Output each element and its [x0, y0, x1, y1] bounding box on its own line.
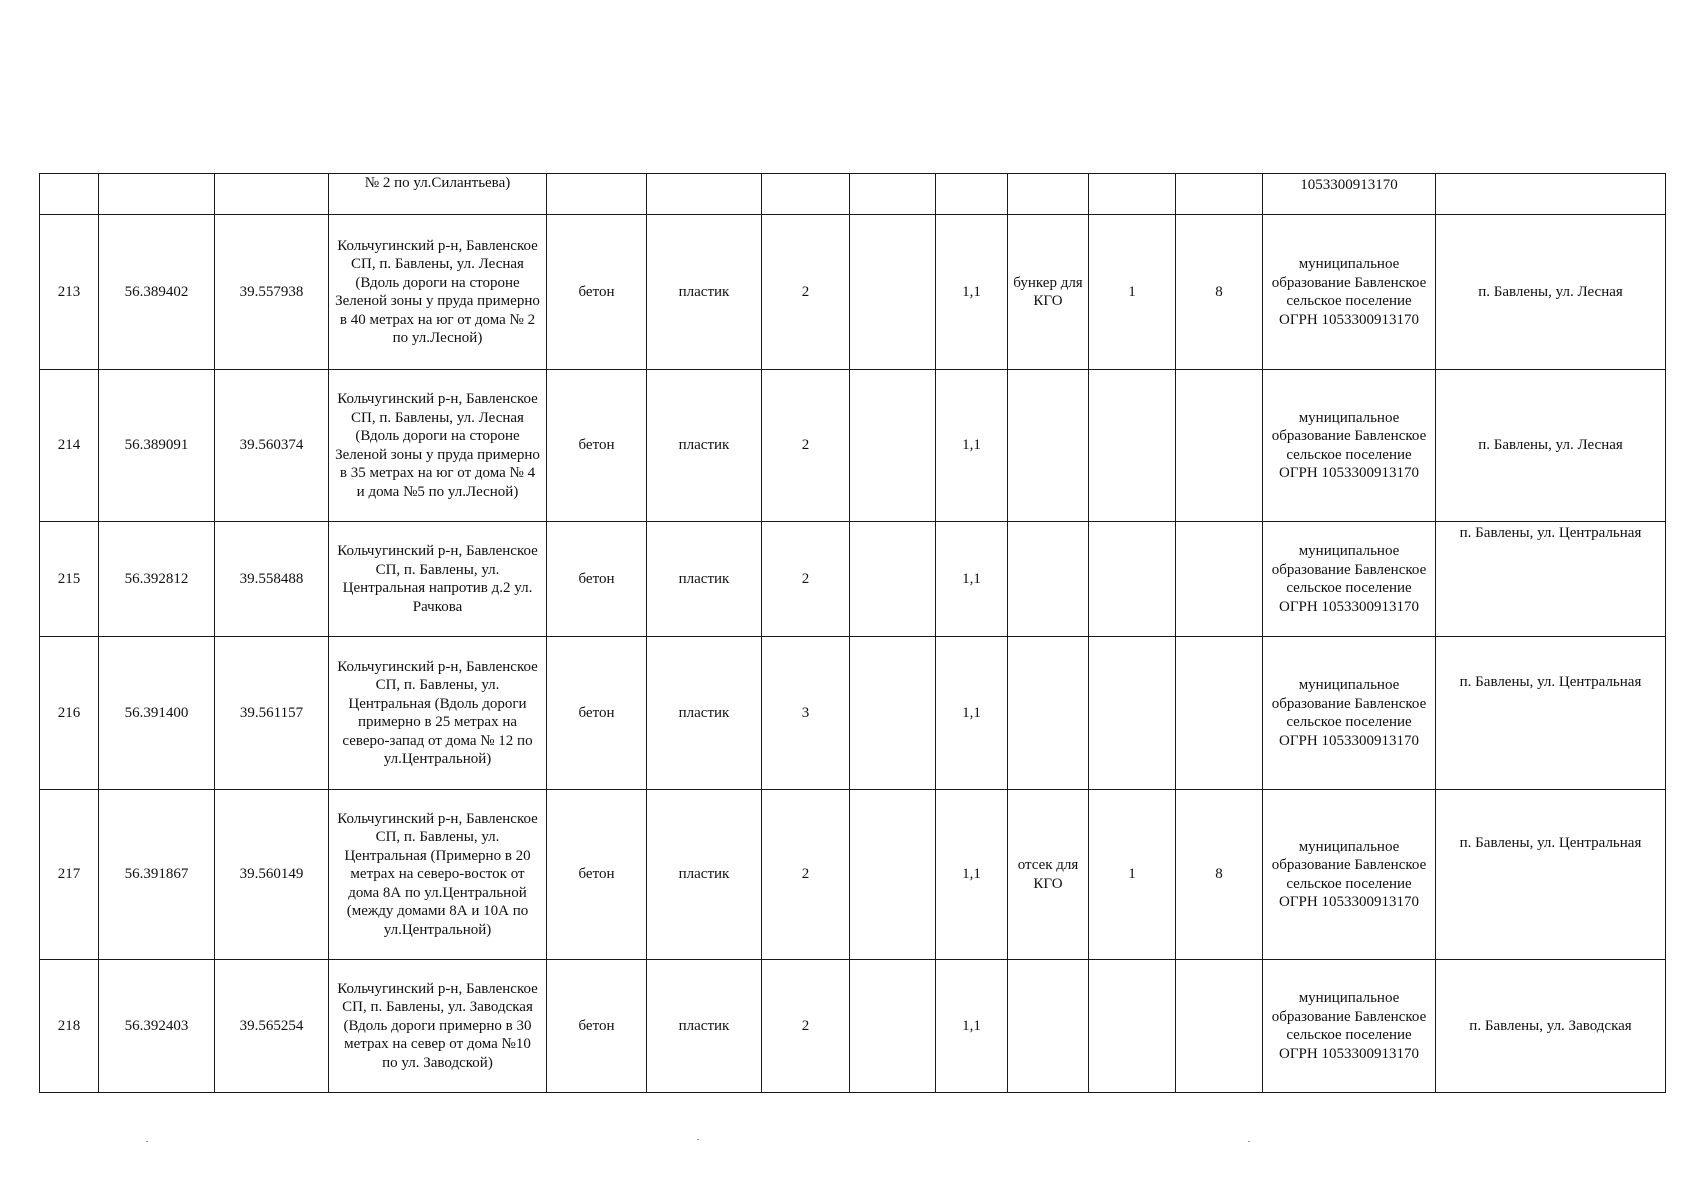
cell-base: бетон [547, 215, 647, 370]
cell-source: п. Бавлены, ул. Заводская [1436, 960, 1666, 1093]
table-row [40, 370, 1666, 522]
cell-address: № 2 по ул.Силантьева) [329, 174, 547, 215]
cell-lat: 56.391400 [99, 637, 215, 790]
cell-base: бетон [547, 370, 647, 522]
cell-kgo-volume: 8 [1176, 790, 1263, 960]
cell-col8 [850, 637, 936, 790]
cell-col8 [850, 370, 936, 522]
cell-count: 2 [762, 215, 850, 370]
cell-source: п. Бавлены, ул. Центральная [1436, 790, 1666, 960]
cell-source: п. Бавлены, ул. Лесная [1436, 370, 1666, 522]
cell-kgo-type: отсек для КГО [1008, 790, 1089, 960]
cell-col8 [850, 790, 936, 960]
cell-lon: 39.560374 [215, 370, 329, 522]
cell-kgo-volume [1176, 960, 1263, 1093]
cell-material [647, 174, 762, 215]
cell-lon: 39.560149 [215, 790, 329, 960]
scan-speck [697, 1139, 699, 1140]
cell-kgo-count: 1 [1089, 215, 1176, 370]
cell-owner: муниципальное образование Бавленское сельское поселение ОГРН 1053300913170 [1263, 370, 1436, 522]
cell-volume: 1,1 [936, 215, 1008, 370]
cell-address: Кольчугинский р-н, Бавленское СП, п. Бавлены, ул. Лесная (Вдоль дороги на стороне Зеленой зоны у пруда примерно в 40 метрах на юг от дома № 2 по ул.Лесной) [329, 215, 547, 370]
table-row [40, 637, 1666, 790]
scan-speck [1248, 1141, 1250, 1142]
cell-base [547, 174, 647, 215]
cell-base: бетон [547, 637, 647, 790]
cell-lat [99, 174, 215, 215]
cell-material: пластик [647, 215, 762, 370]
cell-base: бетон [547, 790, 647, 960]
cell-owner: муниципальное образование Бавленское сельское поселение ОГРН 1053300913170 [1263, 522, 1436, 637]
cell-lon [215, 174, 329, 215]
cell-kgo-type: бункер для КГО [1008, 215, 1089, 370]
cell-base: бетон [547, 960, 647, 1093]
table-row [40, 215, 1666, 370]
container-sites-table [39, 173, 1666, 1093]
cell-kgo-count [1089, 370, 1176, 522]
cell-material: пластик [647, 370, 762, 522]
cell-num: 213 [40, 215, 99, 370]
cell-material: пластик [647, 522, 762, 637]
cell-material: пластик [647, 790, 762, 960]
cell-kgo-type [1008, 637, 1089, 790]
cell-kgo-count [1089, 522, 1176, 637]
cell-kgo-volume: 8 [1176, 215, 1263, 370]
cell-lat: 56.391867 [99, 790, 215, 960]
cell-source: п. Бавлены, ул. Лесная [1436, 215, 1666, 370]
cell-volume: 1,1 [936, 522, 1008, 637]
cell-lon: 39.565254 [215, 960, 329, 1093]
cell-count: 2 [762, 790, 850, 960]
cell-material: пластик [647, 637, 762, 790]
cell-volume: 1,1 [936, 960, 1008, 1093]
cell-address: Кольчугинский р-н, Бавленское СП, п. Бавлены, ул. Центральная напротив д.2 ул. Рачкова [329, 522, 547, 637]
cell-lon: 39.561157 [215, 637, 329, 790]
cell-col8 [850, 174, 936, 215]
cell-owner: муниципальное образование Бавленское сельское поселение ОГРН 1053300913170 [1263, 960, 1436, 1093]
cell-kgo-volume [1176, 522, 1263, 637]
cell-num: 218 [40, 960, 99, 1093]
cell-material: пластик [647, 960, 762, 1093]
cell-num: 217 [40, 790, 99, 960]
cell-source: п. Бавлены, ул. Центральная [1436, 522, 1666, 637]
cell-owner: 1053300913170 [1263, 174, 1436, 215]
cell-lat: 56.392403 [99, 960, 215, 1093]
cell-base: бетон [547, 522, 647, 637]
cell-col8 [850, 215, 936, 370]
cell-kgo-count [1089, 637, 1176, 790]
cell-owner: муниципальное образование Бавленское сельское поселение ОГРН 1053300913170 [1263, 637, 1436, 790]
cell-kgo-volume [1176, 174, 1263, 215]
cell-num [40, 174, 99, 215]
cell-volume [936, 174, 1008, 215]
cell-volume: 1,1 [936, 790, 1008, 960]
cell-kgo-count [1089, 174, 1176, 215]
cell-address: Кольчугинский р-н, Бавленское СП, п. Бавлены, ул. Центральная (Примерно в 20 метрах на северо-восток от дома 8А по ул.Центральной (между домами 8А и 10А по ул.Центральной) [329, 790, 547, 960]
cell-source [1436, 174, 1666, 215]
table-row [40, 522, 1666, 637]
table-row [40, 960, 1666, 1093]
cell-address: Кольчугинский р-н, Бавленское СП, п. Бавлены, ул. Лесная (Вдоль дороги на стороне Зеленой зоны у пруда примерно в 35 метрах на юг от дома № 4 и дома №5 по ул.Лесной) [329, 370, 547, 522]
cell-kgo-type [1008, 960, 1089, 1093]
cell-lat: 56.392812 [99, 522, 215, 637]
cell-lon: 39.557938 [215, 215, 329, 370]
cell-kgo-type [1008, 174, 1089, 215]
scan-speck [146, 1141, 148, 1142]
table-row-continuation [40, 174, 1666, 215]
cell-kgo-volume [1176, 637, 1263, 790]
cell-count: 2 [762, 960, 850, 1093]
cell-address: Кольчугинский р-н, Бавленское СП, п. Бавлены, ул. Заводская (Вдоль дороги примерно в 30 метрах на север от дома №10 по ул. Заводской) [329, 960, 547, 1093]
cell-volume: 1,1 [936, 637, 1008, 790]
cell-source: п. Бавлены, ул. Центральная [1436, 637, 1666, 790]
cell-kgo-type [1008, 370, 1089, 522]
cell-num: 215 [40, 522, 99, 637]
cell-count: 2 [762, 522, 850, 637]
cell-kgo-volume [1176, 370, 1263, 522]
cell-owner: муниципальное образование Бавленское сельское поселение ОГРН 1053300913170 [1263, 790, 1436, 960]
cell-kgo-count [1089, 960, 1176, 1093]
cell-num: 214 [40, 370, 99, 522]
cell-lon: 39.558488 [215, 522, 329, 637]
cell-col8 [850, 960, 936, 1093]
cell-kgo-type [1008, 522, 1089, 637]
cell-count: 2 [762, 370, 850, 522]
cell-lat: 56.389402 [99, 215, 215, 370]
cell-address: Кольчугинский р-н, Бавленское СП, п. Бавлены, ул. Центральная (Вдоль дороги примерно в 25 метрах на северо-запад от дома № 12 по ул.Центральной) [329, 637, 547, 790]
cell-col8 [850, 522, 936, 637]
cell-count: 3 [762, 637, 850, 790]
registry-sheet [39, 173, 1665, 1093]
cell-num: 216 [40, 637, 99, 790]
cell-lat: 56.389091 [99, 370, 215, 522]
cell-owner: муниципальное образование Бавленское сельское поселение ОГРН 1053300913170 [1263, 215, 1436, 370]
table-row [40, 790, 1666, 960]
cell-kgo-count: 1 [1089, 790, 1176, 960]
cell-count [762, 174, 850, 215]
cell-volume: 1,1 [936, 370, 1008, 522]
